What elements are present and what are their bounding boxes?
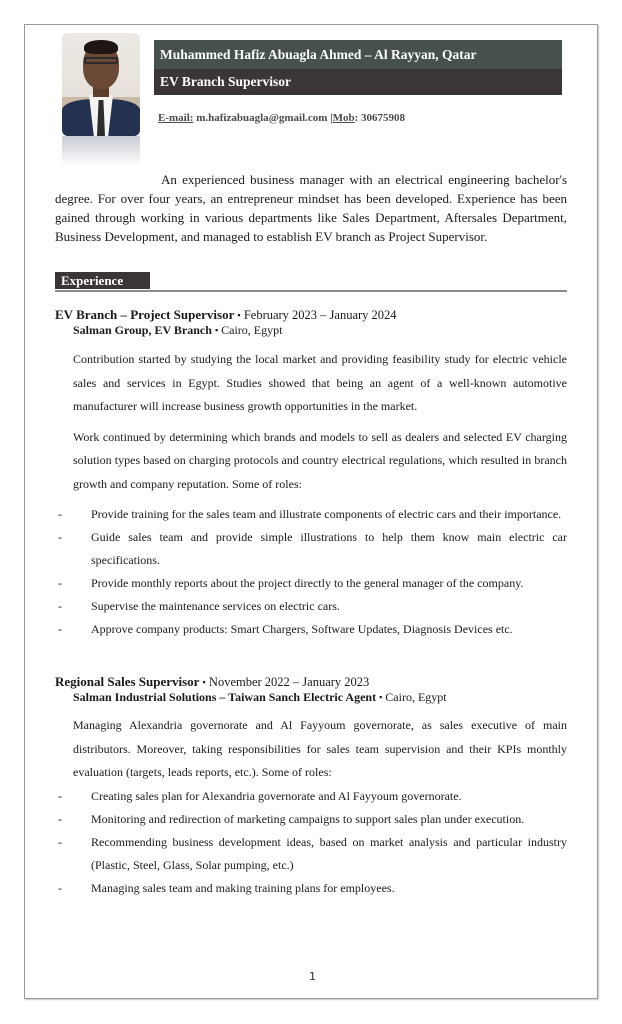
dash-bullet: - xyxy=(58,788,62,803)
contact-line: E-mail: m.hafizabuagla@gmail.com |Mob: 30675908 xyxy=(158,112,406,124)
job-bullet-list xyxy=(55,785,567,900)
job-company-line xyxy=(55,323,567,337)
dash-bullet: - xyxy=(58,507,62,521)
separator-square: ▪ xyxy=(214,325,219,335)
dash-bullet: - xyxy=(58,811,62,826)
job-dates: November 2022 – January 2023 xyxy=(208,675,370,689)
separator-square: ▪ xyxy=(202,677,206,687)
job-title: Regional Sales Supervisor xyxy=(55,674,200,689)
bullet-text: Provide monthly reports about the project directly to the general manager of the company. xyxy=(91,576,524,590)
bullet-item xyxy=(55,785,567,808)
summary-paragraph xyxy=(55,170,567,246)
photo-reflection xyxy=(62,136,140,166)
bullet-item xyxy=(55,831,567,877)
job-company-line xyxy=(55,690,567,704)
separator-square: ▪ xyxy=(237,310,241,320)
bullet-text: Approve company products: Smart Chargers, Software Updates, Diagnosis Devices etc. xyxy=(91,622,513,636)
experience-section-label: Experience xyxy=(55,272,150,289)
job-company: Salman Industrial Solutions – Taiwan Sanch Electric Agent xyxy=(73,690,377,704)
bullet-item xyxy=(55,808,567,831)
bullet-text: Provide training for the sales team and illustrate components of electric cars and their importance. xyxy=(91,507,562,521)
bullet-text: Managing sales team and making training plans for employees. xyxy=(91,880,395,895)
mobile-value: 30675908 xyxy=(361,112,406,124)
bullet-item xyxy=(55,877,567,900)
bullet-item xyxy=(55,595,567,618)
bullet-item xyxy=(55,526,567,572)
job-entry xyxy=(55,674,567,900)
email-label: E-mail: xyxy=(158,112,194,124)
summary-text: An experienced business manager with an electrical engineering bachelor's degree. For over four years, an entrepreneur mindset has been developed. Experience has been gained through working in various departments like Sales Department, Aftersales Department, Business Development, and managed to establish EV branch as Project Supervisor. xyxy=(55,172,567,244)
photo-glasses xyxy=(84,57,118,64)
job-dates: February 2023 – January 2024 xyxy=(243,308,397,322)
name-banner xyxy=(154,40,562,95)
bullet-text: Guide sales team and provide simple illustrations to help them know main electric car specifications. xyxy=(91,530,567,567)
bullet-item xyxy=(55,503,567,526)
email-value[interactable]: m.hafizabuagla@gmail.com xyxy=(196,112,328,124)
dash-bullet: - xyxy=(58,622,62,636)
dash-bullet: - xyxy=(58,530,62,544)
bullet-text: Recommending business development ideas, based on market analysis and particular industry (Plastic, Steel, Glass, Solar pumping, etc.) xyxy=(91,834,567,872)
bullet-text: Creating sales plan for Alexandria governorate and Al Fayyoum governorate. xyxy=(91,788,462,803)
job-paragraph: Work continued by determining which brands and models to sell as dealers and selected EV charging solution types based on charging protocols and country electrical regulations, which resulted in branch growth and company reputation. Some of roles: xyxy=(73,429,567,491)
job-company: Salman Group, EV Branch xyxy=(73,323,212,337)
job-paragraph: Managing Alexandria governorate and Al Fayyoum governorate, as sales executive of main distributors. Moreover, taking responsibilities for sales team supervision and their KPIs monthly evaluation (targets, leads reports, etc.). Some of roles: xyxy=(73,718,567,779)
dash-bullet: - xyxy=(58,599,62,613)
experience-section-header xyxy=(55,272,567,292)
candidate-name: Muhammed Hafiz Abuagla Ahmed – Al Rayyan, Qatar xyxy=(154,40,562,69)
bullet-text: Monitoring and redirection of marketing campaigns to support sales plan under execution. xyxy=(91,811,525,826)
job-location: Cairo, Egypt xyxy=(221,323,283,337)
bullet-text: Supervise the maintenance services on electric cars. xyxy=(91,599,340,613)
job-bullet-list xyxy=(55,503,567,641)
job-location: Cairo, Egypt xyxy=(385,690,447,704)
profile-photo xyxy=(62,33,140,136)
candidate-title: EV Branch Supervisor xyxy=(154,69,562,95)
bullet-item xyxy=(55,572,567,595)
contact-separator: | xyxy=(330,112,333,124)
mobile-label: Mob xyxy=(332,112,355,124)
dash-bullet: - xyxy=(58,576,62,590)
job-title: EV Branch – Project Supervisor xyxy=(55,307,235,322)
bullet-item xyxy=(55,618,567,641)
job-title-line xyxy=(55,674,567,690)
job-entry xyxy=(55,307,567,641)
dash-bullet: - xyxy=(58,880,62,895)
job-paragraph: Contribution started by studying the local market and providing feasibility study for electric vehicle sales and services in Egypt. Studies showed that being an agent of a well-known automotive manufacturer will increase business growth opportunities in the market. xyxy=(73,352,567,413)
job-title-line xyxy=(55,307,567,323)
photo-hair xyxy=(84,40,118,54)
separator-square: ▪ xyxy=(379,692,383,702)
page-number: 1 xyxy=(309,970,316,983)
dash-bullet: - xyxy=(58,834,62,849)
